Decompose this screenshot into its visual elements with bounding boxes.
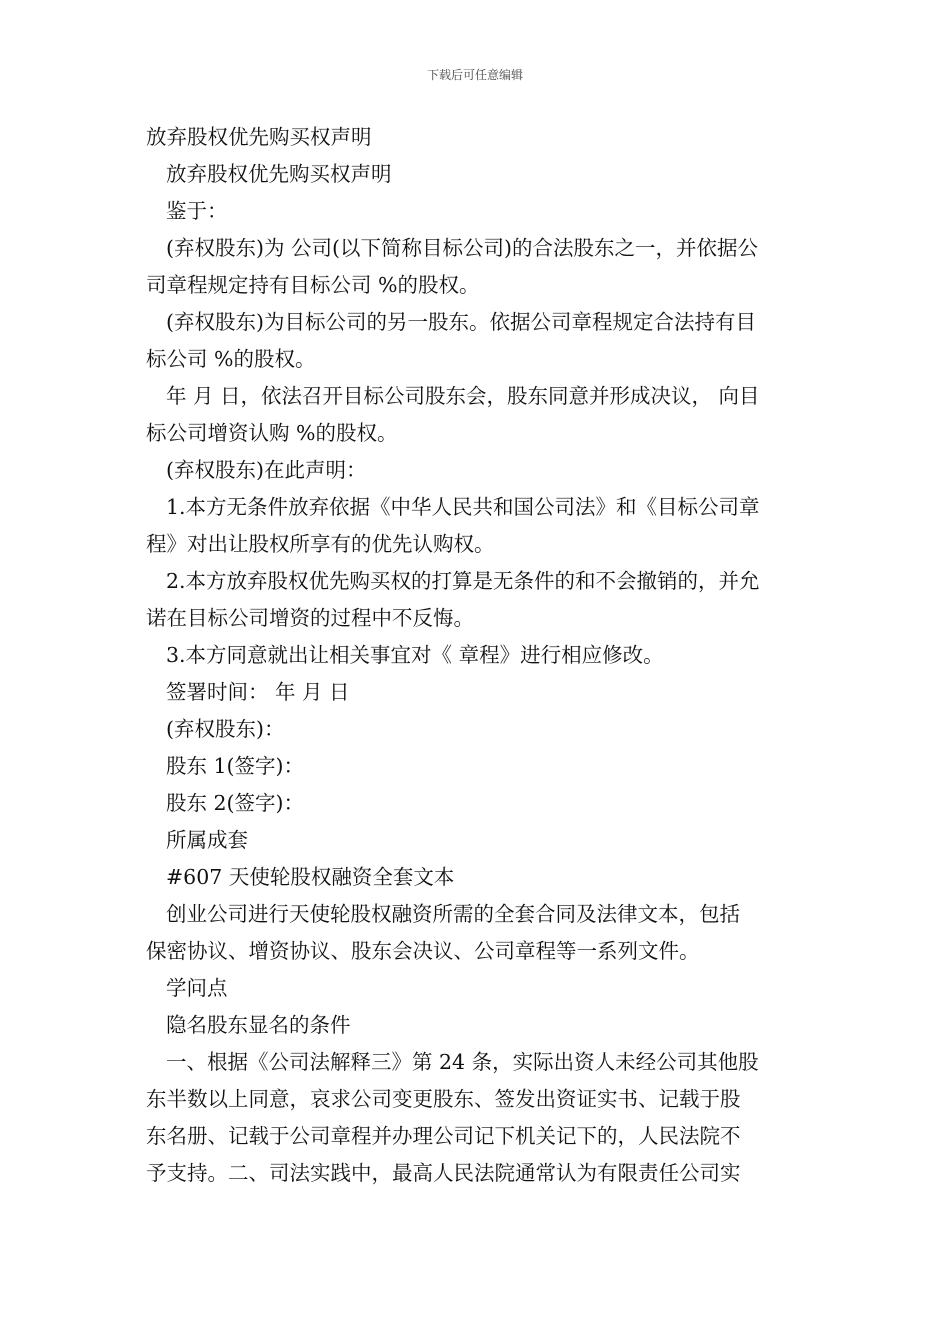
paragraph-line: 放弃股权优先购买权声明 xyxy=(166,162,392,186)
paragraph-line: (弃权股东)在此声明： xyxy=(166,458,367,482)
paragraph-line: 保密协议、增资协议、股东会决议、公司章程等一系列文件。 xyxy=(146,939,700,963)
paragraph-line: 一、根据《公司法解释三》第 24 条，实际出资人未经公司其他股 xyxy=(166,1050,759,1074)
paragraph-line: 3.本方同意就出让相关事宜对《 章程》进行相应修改。 xyxy=(166,643,664,667)
paragraph-line: 东半数以上同意，哀求公司变更股东、签发出资证实书、记载于股 xyxy=(146,1087,741,1111)
paragraph-line: 标公司 %的股权。 xyxy=(146,347,316,371)
paragraph-line: 标公司增资认购 %的股权。 xyxy=(146,421,398,445)
document-body xyxy=(146,119,808,1192)
paragraph-line: 司章程规定持有目标公司 %的股权。 xyxy=(146,273,480,297)
section-heading: #607 天使轮股权融资全套文本 xyxy=(166,865,455,889)
signature-line: 股东 2(签字)： xyxy=(166,791,305,815)
page-header-note: 下载后可任意编辑 xyxy=(426,68,523,82)
section-heading: 所属成套 xyxy=(166,828,248,852)
paragraph-line: (弃权股东)为 公司(以下简称目标公司)的合法股东之一，并依据公 xyxy=(166,236,759,260)
document-title: 放弃股权优先购买权声明 xyxy=(146,125,372,149)
paragraph-line: 1.本方无条件放弃依据《中华人民共和国公司法》和《目标公司章 xyxy=(166,495,760,519)
paragraph-line: 东名册、记载于公司章程并办理公司记下机关记下的，人民法院不 xyxy=(146,1124,741,1148)
signature-line: 股东 1(签字)： xyxy=(166,754,305,778)
paragraph-line: 程》对出让股权所享有的优先认购权。 xyxy=(146,532,495,556)
paragraph-line: 2.本方放弃股权优先购买权的打算是无条件的和不会撤销的，并允 xyxy=(166,569,760,593)
paragraph-line: (弃权股东)为目标公司的另一股东。依据公司章程规定合法持有目 xyxy=(166,310,756,334)
paragraph-line: 鉴于： xyxy=(166,199,228,223)
section-heading: 隐名股东显名的条件 xyxy=(166,1013,351,1037)
section-heading: 学问点 xyxy=(166,976,228,1000)
paragraph-line: 年 月 日，依法召开目标公司股东会，股东同意并形成决议， 向目 xyxy=(166,384,760,408)
paragraph-line: 诺在目标公司增资的过程中不反悔。 xyxy=(146,606,474,630)
signature-date-line: 签署时间： 年 月 日 xyxy=(166,680,350,704)
paragraph-line: 予支持。二、司法实践中，最高人民法院通常认为有限责任公司实 xyxy=(146,1161,741,1185)
signature-party-line: (弃权股东)： xyxy=(166,717,285,741)
paragraph-line: 创业公司进行天使轮股权融资所需的全套合同及法律文本，包括 xyxy=(166,902,740,926)
